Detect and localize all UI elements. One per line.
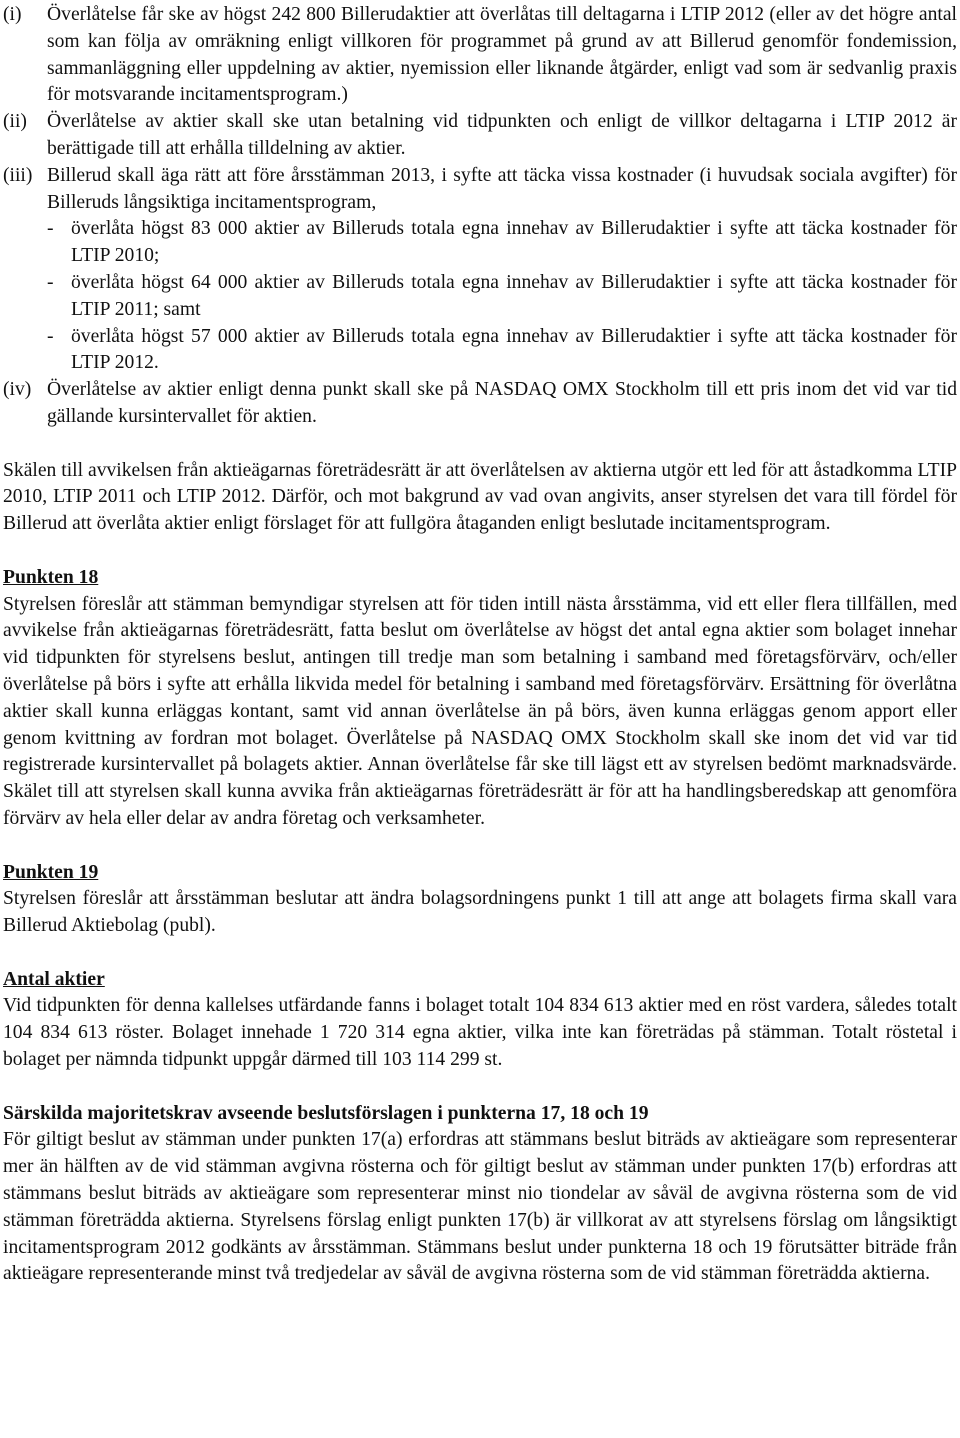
punkt-18-text: Styrelsen föreslår att stämman bemyndigar styrelsen att för tiden intill nästa årsstämma, vid ett eller flera tillfällen, med avvikelse från aktieägarnas företrädesrätt, fatta beslut om överlåtelse av högst det antal egna aktier som bolaget innehar vid tidpunkten för styrelsens beslut, antingen till tredje man som betalning i samband med företagsförvärv, och/eller överlåtelse på börs i syfte att erhålla likvida medel för betalning i samband med företagsförvärv. Ersättning för överlåtna aktier skall kunna erläggas kontant, samt vid annan överlåtelse än på börs, även kunna erläggas genom apport eller genom kvittning av fordran mot bolaget. Överlåtelse på NASDAQ OMX Stockholm skall ske inom det vid var tid registrerade kursintervallet på bolagets aktier. Annan överlåtelse får ske till lägst ett av styrelsen bedömt marknadsvärde. Skälet till att styrelsen skall kunna avvika från aktieägarnas företrädesrätt är för att ha handlingsberedskap att genomföra förvärv av hela eller delar av andra företag och verksamheter. xyxy=(3,593,957,829)
list-label: (ii) xyxy=(3,111,27,133)
punkt-18-heading: Punkten 18 xyxy=(3,566,99,588)
punkt-19-heading: Punkten 19 xyxy=(3,861,99,883)
list-text: Överlåtelse av aktier skall ske utan betalning vid tidpunkten och enligt de villkor deltagarna i LTIP 2012 är berättigade till att erhålla tilldelning av aktier. xyxy=(47,111,957,159)
antal-aktier-text: Vid tidpunkten för denna kallelses utfärdande fanns i bolaget totalt 104 834 613 aktier med en röst vardera, således totalt 104 834 613 röster. Bolaget innehade 1 720 314 egna aktier, vilka inte kan företrädas på stämman. Totalt röstetal i bolaget per nämnda tidpunkt uppgår därmed till 103 114 299 st. xyxy=(3,995,957,1071)
dash-text: överlåta högst 64 000 aktier av Billeruds totala egna innehav av Billerudaktier i syfte att täcka kostnader för LTIP 2011; samt xyxy=(71,271,957,320)
dash-text: överlåta högst 83 000 aktier av Billeruds totala egna innehav av Billerudaktier i syfte att täcka kostnader för LTIP 2010; xyxy=(71,218,957,267)
list-item-i xyxy=(3,2,957,109)
antal-aktier-heading: Antal aktier xyxy=(3,968,105,990)
dash-mark: - xyxy=(47,325,54,347)
list-label: (iv) xyxy=(3,379,32,401)
reasons-paragraph: Skälen till avvikelsen från aktieägarnas företrädesrätt är att överlåtelsen av aktierna utgör ett led för att åstadkomma LTIP 2010, LTIP 2011 och LTIP 2012. Därför, och mot bakgrund av vad ovan angivits, anser styrelsen det vara till fördel för Billerud att överlåta aktier enligt förslaget för att fullgöra åtaganden enligt beslutade incitamentsprogram. xyxy=(3,459,957,535)
list-label: (iii) xyxy=(3,164,33,186)
dash-text: överlåta högst 57 000 aktier av Billeruds totala egna innehav av Billerudaktier i syfte att täcka kostnader för LTIP 2012. xyxy=(71,325,957,374)
dash-item-ltip-2010 xyxy=(47,216,957,270)
list-text: Överlåtelse får ske av högst 242 800 Billerudaktier att överlåtas till deltagarna i LTIP 2012 (eller av det högre antal som kan följa av omräkning enligt villkoren för programmet på grund av att Billerud genomför fondemission, sammanläggning eller uppdelning av aktier, nyemission eller liknande åtgärder, enligt vad som är sedvanlig praxis för motsvarande incitamentsprogram.) xyxy=(47,4,957,106)
dash-mark: - xyxy=(47,218,54,240)
dash-item-ltip-2011 xyxy=(47,270,957,324)
dash-item-ltip-2012 xyxy=(47,324,957,378)
dash-mark: - xyxy=(47,271,54,293)
punkt-19-text: Styrelsen föreslår att årsstämman beslutar att ändra bolagsordningens punkt 1 till att ange att bolagets firma skall vara Billerud Aktiebolag (publ). xyxy=(3,888,957,937)
list-text: Billerud skall äga rätt att före årsstämman 2013, i syfte att täcka vissa kostnader (i huvudsak sociala avgifter) för Billeruds långsiktiga incitamentsprogram, xyxy=(47,164,957,213)
majoritetskrav-heading: Särskilda majoritetskrav avseende beslutsförslagen i punkterna 17, 18 och 19 xyxy=(3,1102,649,1124)
list-text: Överlåtelse av aktier enligt denna punkt skall ske på NASDAQ OMX Stockholm till ett pris inom det vid var tid gällande kursintervallet för aktien. xyxy=(47,379,957,427)
list-item-ii xyxy=(3,109,957,163)
list-item-iii xyxy=(3,163,957,377)
list-label: (i) xyxy=(3,4,22,25)
majoritetskrav-text: För giltigt beslut av stämman under punkten 17(a) erfordras att stämmans beslut biträds av aktieägare som representerar mer än hälften av de vid stämman avgivna rösterna och för giltigt beslut av stämman under punkten 17(b) erfordras att stämmans beslut biträds av aktieägare som representerar minst nio tiondelar av såväl de avgivna rösterna som de vid stämman företrädda aktierna. Styrelsens förslag enligt punkten 17(b) är villkorat av att styrelsens förslag om långsiktigt incitamentsprogram 2012 godkänts av årsstämman. Stämmans beslut under punkterna 18 och 19 förutsätter biträde från aktieägare representerande minst två tredjedelar av såväl de avgivna rösterna som de vid stämman företrädda aktierna. xyxy=(3,1129,957,1285)
list-item-iv xyxy=(3,377,957,431)
